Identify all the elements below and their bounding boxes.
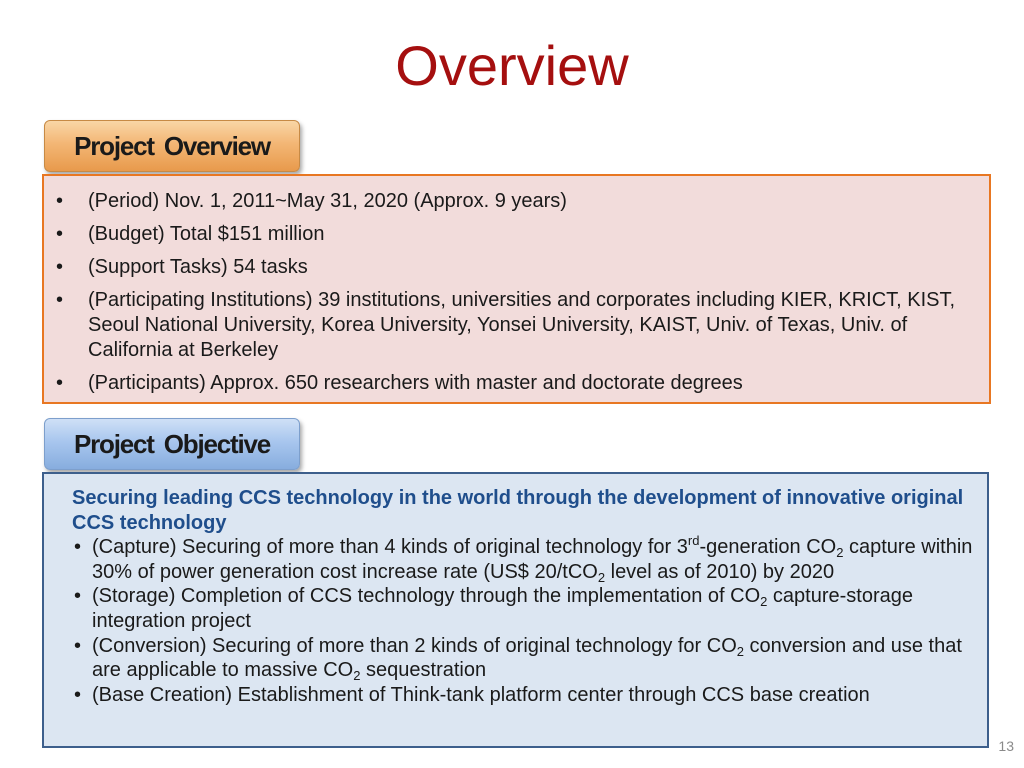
overview-list: [56, 189, 981, 404]
project-overview-box: [42, 174, 991, 404]
project-objective-tab: [44, 418, 300, 470]
project-objective-label: Project Objective: [73, 428, 271, 459]
objective-item-base-creation: • (Base Creation) Establishment of Think-tank platform center through CCS base creation: [74, 683, 870, 706]
overview-item-period: • (Period) Nov. 1, 2011~May 31, 2020 (Approx. 9 years): [56, 190, 567, 212]
project-objective-box: [42, 472, 989, 748]
overview-item-participants: • (Participants) Approx. 650 researchers with master and doctorate degrees: [56, 372, 743, 394]
bullet-icon: •: [74, 683, 82, 706]
overview-item-institutions: • (Participating Institutions) 39 institutions, universities and corporates including KIER, KRICT, KIST, Seoul National University, Korea University, Yonsei University, KAIST, Univ. of Texas, Univ. of California at Berkeley: [56, 289, 956, 361]
bullet-icon: •: [56, 372, 64, 394]
project-overview-label: Project Overview: [74, 130, 270, 161]
objective-content: [72, 486, 981, 707]
objective-heading: Securing leading CCS technology in the world through the development of innovative original CCS technology: [72, 487, 964, 534]
overview-item-support-tasks: • (Support Tasks) 54 tasks: [56, 256, 308, 278]
page-number: 13: [998, 738, 1014, 754]
bullet-icon: •: [74, 585, 82, 608]
page-title: Overview: [395, 34, 629, 97]
objective-list: [72, 535, 981, 707]
bullet-icon: •: [56, 190, 64, 212]
bullet-icon: •: [56, 289, 64, 311]
bullet-icon: •: [74, 536, 82, 559]
bullet-icon: •: [74, 634, 82, 657]
project-overview-tab: [44, 120, 300, 172]
objective-item-conversion: • (Conversion) Securing of more than 2 kinds of original technology for $CO_2$ conversion and use that are applicable to massive $CO_2$ sequestration: [74, 634, 962, 684]
objective-item-storage: • (Storage) Completion of CCS technology through the implementation of $CO_2$ capture-storage integration project: [74, 585, 913, 632]
bullet-icon: •: [56, 223, 64, 245]
bullet-icon: •: [56, 256, 64, 278]
objective-item-capture: • (Capture) Securing of more than 4 kinds of original technology for 3rd-generation $CO_2$ capture within 30% of power generation cost increase rate (US$ 20/tCO$_2$ level as of 2010) by 2020: [74, 533, 973, 585]
overview-item-budget: • (Budget) Total $151 million: [56, 223, 325, 245]
